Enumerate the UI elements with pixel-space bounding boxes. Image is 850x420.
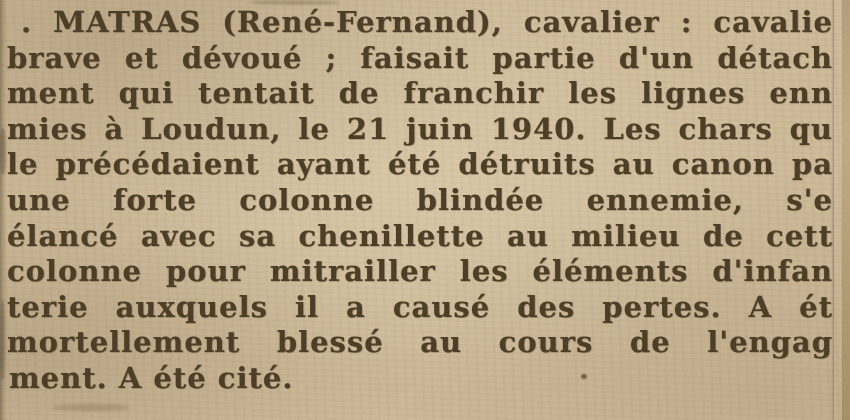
column-rule <box>834 0 842 420</box>
text-line: . MATRAS (René-Fernand), cavalier : cavalie <box>21 5 833 39</box>
adjacent-column-gutter <box>842 0 850 420</box>
text-line: une forte colonne blindée ennemie, s'e <box>7 182 833 217</box>
scan-smudge <box>52 404 130 411</box>
text-line: mies à Loudun, le 21 juin 1940. Les chars qu <box>7 111 833 146</box>
text-line: colonne pour mitrailler les éléments d'infan <box>7 254 833 289</box>
text-line: mortellement blessé au cours de l'engag <box>7 325 833 360</box>
text-line: le précédaient ayant été détruits au canon pa <box>7 147 833 182</box>
text-line: terie auxquels il a causé des pertes. A ét <box>7 289 833 324</box>
text-line: élancé avec sa chenillette au milieu de cett <box>7 218 833 253</box>
scan-smudge <box>0 128 6 174</box>
text-line: ment. A été cité. <box>9 360 294 395</box>
article-text-column <box>7 5 833 397</box>
text-line: brave et dévoué ; faisait partie d'un détach <box>7 40 833 75</box>
text-line: ment qui tentait de franchir les lignes enn <box>7 76 833 111</box>
scan-smudge <box>0 300 5 380</box>
